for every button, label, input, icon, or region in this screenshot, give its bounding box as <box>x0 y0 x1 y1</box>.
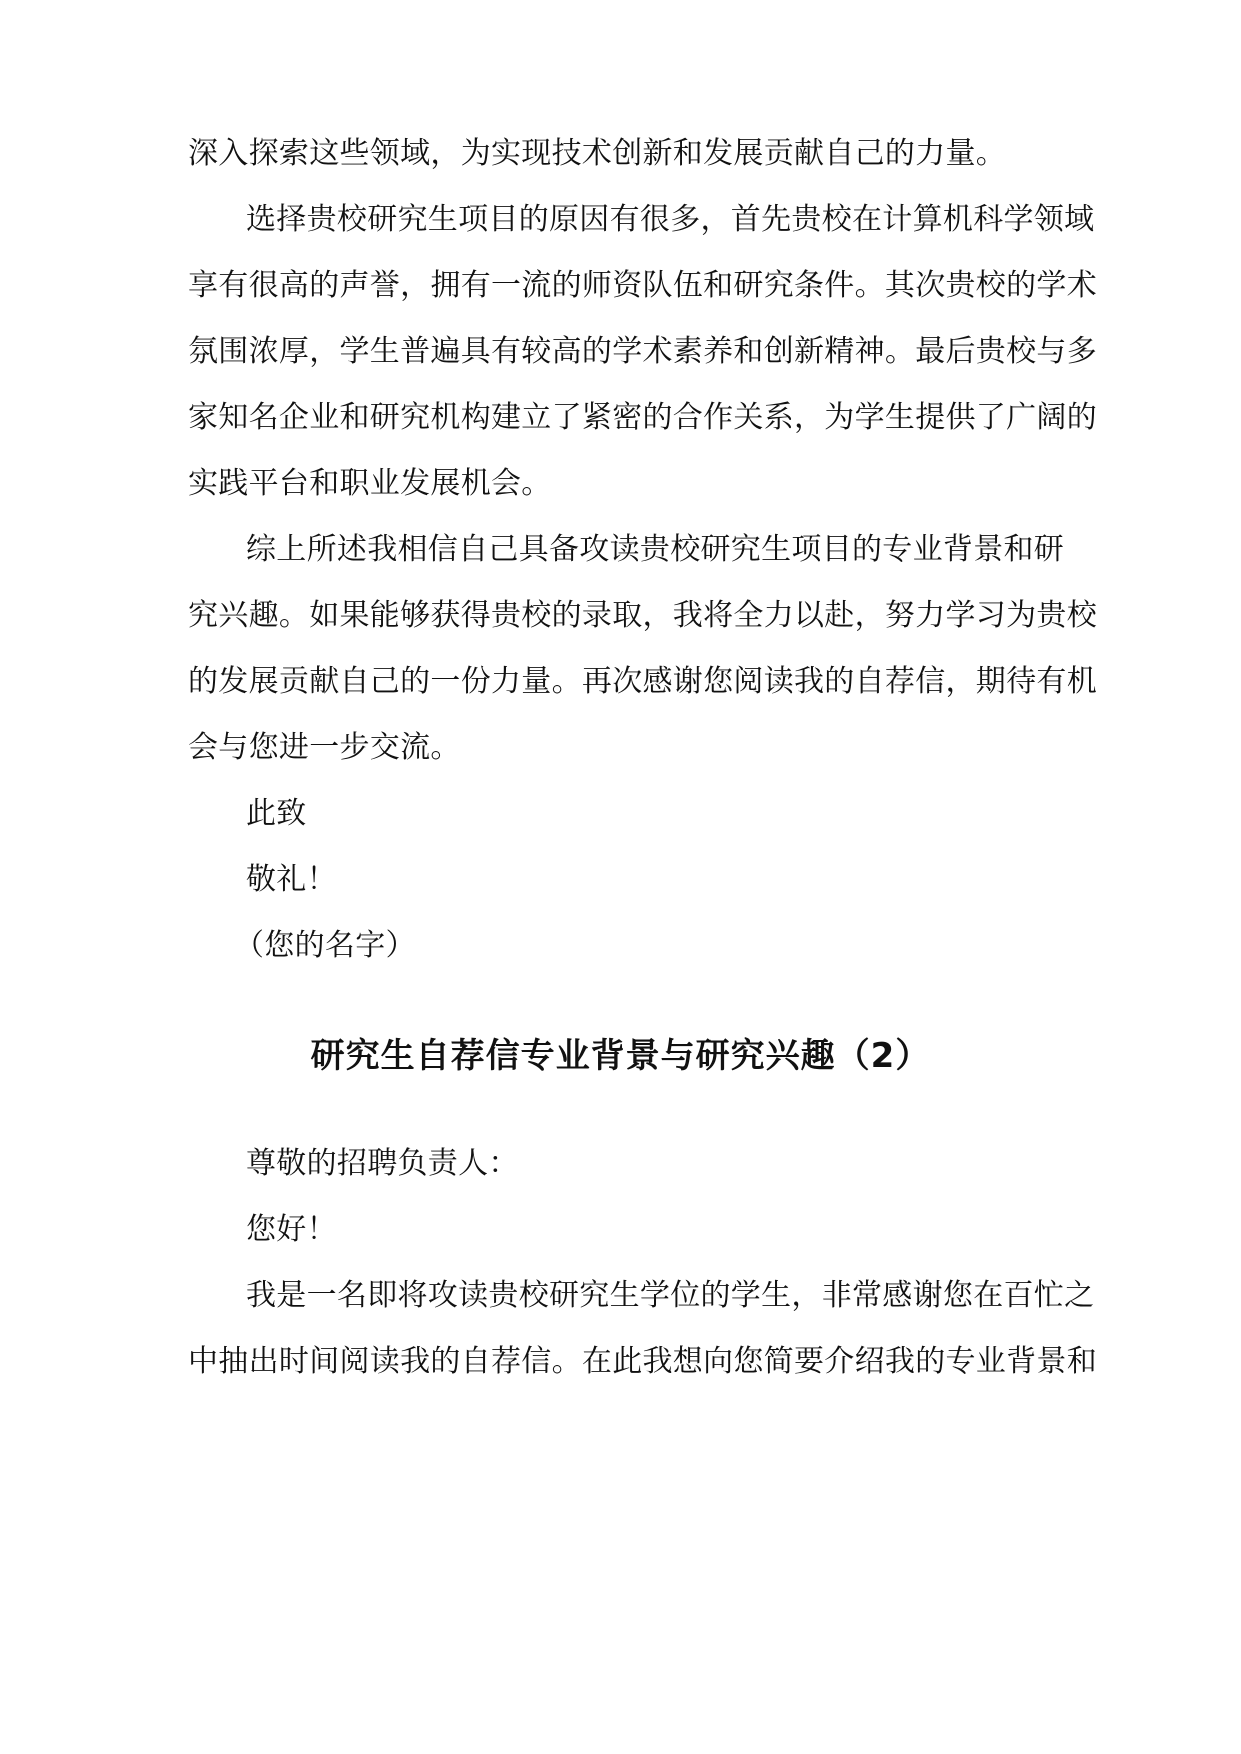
closing-regards: 敬礼！ <box>246 862 337 897</box>
paragraph-line: 的发展贡献自己的一份力量。再次感谢您阅读我的自荐信，期待有机 <box>188 664 1097 699</box>
paragraph-line: 享有很高的声誉，拥有一流的师资队伍和研究条件。其次贵校的学术 <box>188 268 1097 303</box>
paragraph-line: 选择贵校研究生项目的原因有很多，首先贵校在计算机科学领域 <box>246 202 1095 237</box>
closing-salutation: 此致 <box>246 796 307 831</box>
paragraph-line: 氛围浓厚，学生普遍具有较高的学术素养和创新精神。最后贵校与多 <box>188 334 1097 369</box>
section-title: 研究生自荐信专业背景与研究兴趣（2） <box>310 1036 931 1076</box>
paragraph-line: 深入探索这些领域，为实现技术创新和发展贡献自己的力量。 <box>188 136 1007 171</box>
paragraph-line: 综上所述我相信自己具备攻读贵校研究生项目的专业背景和研 <box>246 532 1065 567</box>
paragraph-line: 中抽出时间阅读我的自荐信。在此我想向您简要介绍我的专业背景和 <box>188 1344 1097 1379</box>
signature-name-placeholder: （您的名字） <box>234 928 416 963</box>
paragraph-line: 会与您进一步交流。 <box>188 730 461 765</box>
paragraph-line: 究兴趣。如果能够获得贵校的录取，我将全力以赴，努力学习为贵校 <box>188 598 1097 633</box>
letter-greeting: 尊敬的招聘负责人： <box>246 1146 519 1181</box>
letter-hello: 您好！ <box>246 1212 337 1247</box>
paragraph-line: 实践平台和职业发展机会。 <box>188 466 552 501</box>
paragraph-line: 家知名企业和研究机构建立了紧密的合作关系，为学生提供了广阔的 <box>188 400 1097 435</box>
paragraph-line: 我是一名即将攻读贵校研究生学位的学生，非常感谢您在百忙之 <box>246 1278 1095 1313</box>
